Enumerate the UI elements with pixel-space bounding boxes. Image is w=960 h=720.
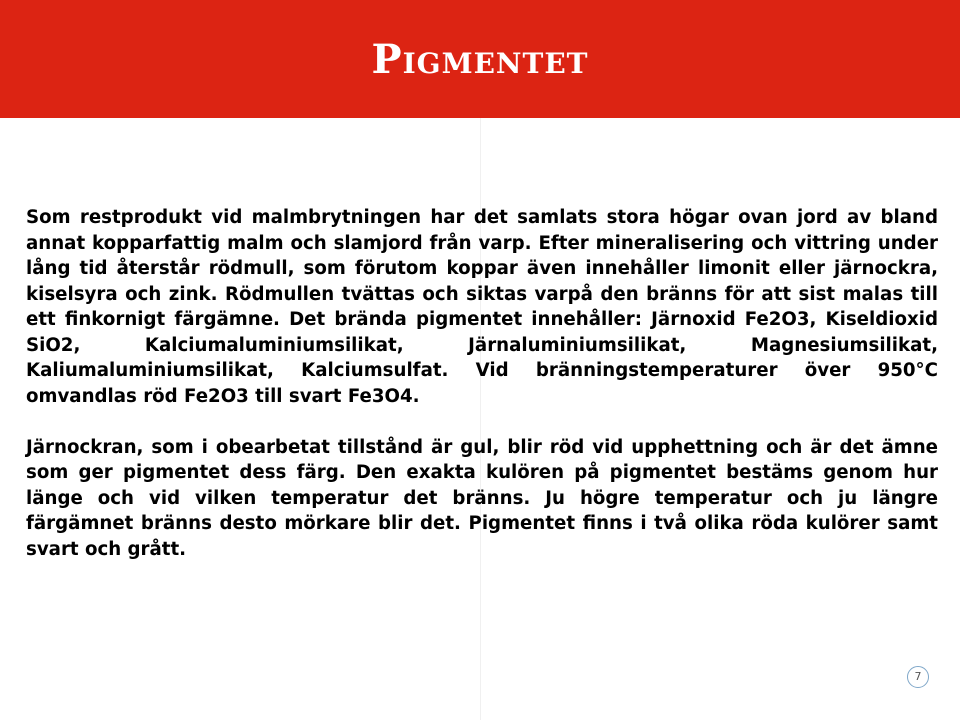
body-paragraph-2: Järnockran, som i obearbetat tillstånd är gul, blir röd vid upphettning och är det ämne som ger pigmentet dess färg. Den exakta kulören på pigmentet bestäms genom hur länge och vid vilken temperatur det bränns. Ju högre temperatur och ju längre färgämnet bränns desto mörkare blir det. Pigmentet finns i två olika röda kulörer samt svart och grått. — [26, 436, 938, 560]
body-paragraph-1: Som restprodukt vid malmbrytningen har det samlats stora högar ovan jord av bland annat kopparfattig malm och slamjord från varp. Efter mineralisering och vittring under lång tid återstår rödmull, som förutom koppar även innehåller limonit eller järnockra, kiselsyra och zink. Rödmullen tvättas och siktas varpå den bränns för att sist malas till ett finkornigt färgämne. Det brända pigmentet innehåller: Järnoxid Fe2O3, Kiseldioxid SiO2, Kalciumaluminiumsilikat, Järnaluminiumsilikat, Magnesiumsilikat, Kaliumaluminiumsilikat, Kalciumsulfat. Vid bränningstemperaturer över 950°C omvandlas röd Fe2O3 till svart Fe3O4. — [26, 207, 938, 407]
page-number-badge: 7 — [907, 666, 929, 688]
slide-body — [26, 205, 938, 588]
slide-title: Pigmentet — [371, 36, 589, 83]
title-banner — [0, 0, 960, 118]
